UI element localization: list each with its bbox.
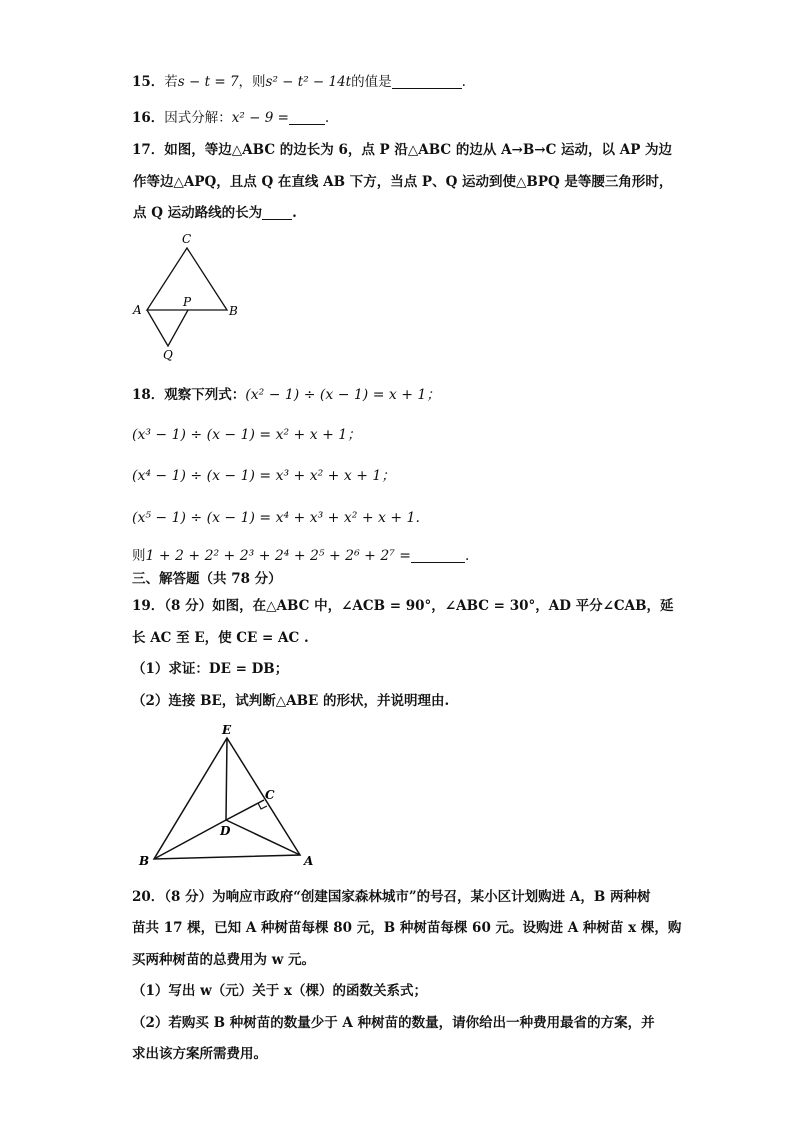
triangle-abe-figure: [132, 722, 322, 872]
question-part: （2）若购买 B 种树苗的数量少于 A 种树苗的数量，请你给出一种费用最省的方案，并: [132, 1015, 655, 1031]
question-18-eq-2: [132, 425, 684, 445]
question-18-eq-4: [132, 508, 684, 528]
label-p: P: [183, 295, 192, 309]
question-number: 16．: [132, 110, 165, 126]
math-expression: x² − 9 =: [231, 110, 289, 126]
question-text: （8 分）为响应市政府“创建国家森林城市”的号召，某小区计划购进 A，B 两种树: [164, 889, 651, 905]
question-text: 则: [132, 548, 146, 564]
answer-blank[interactable]: [392, 74, 462, 89]
section-title: 三、解答题（共 78 分）: [132, 571, 282, 587]
question-text: 苗共 17 棵，已知 A 种树苗每棵 80 元，B 种树苗每棵 60 元。设购进 A 种树苗 x 棵，购: [132, 920, 682, 936]
question-15: [132, 72, 684, 92]
segment-bd: [154, 820, 226, 859]
answer-blank[interactable]: [262, 205, 292, 220]
question-number: 17．: [132, 142, 165, 158]
punctuation: .: [324, 110, 330, 126]
question-19-line-2: [132, 628, 684, 648]
question-20-line-3: [132, 950, 684, 970]
label-d: D: [220, 824, 231, 838]
question-18-eq-3: [132, 466, 684, 486]
label-c: C: [182, 232, 192, 246]
question-17-line-1: [132, 140, 684, 160]
question-19-part-1: [132, 659, 684, 679]
question-text: 长 AC 至 E，使 CE = AC .: [132, 630, 309, 646]
question-20-part-1: [132, 981, 684, 1001]
question-16: [132, 108, 684, 128]
punctuation: .: [465, 548, 470, 564]
question-17-line-3: [133, 203, 684, 223]
math-expression: s² − t² − 14t: [265, 74, 352, 90]
section-heading: [132, 569, 684, 589]
question-number: 15．: [132, 74, 165, 90]
question-text: 观察下列式：: [164, 387, 246, 403]
question-text: ，则: [238, 74, 266, 90]
question-20-line-1: [132, 887, 684, 907]
question-text: （8 分）如图，在△ABC 中，∠ACB = 90°，∠ABC = 30°，AD 平分∠CAB，延: [164, 598, 674, 614]
question-19-part-2: [132, 691, 684, 711]
question-text: 若: [164, 74, 178, 90]
question-17-line-2: [133, 172, 684, 192]
question-text: 因式分解：: [164, 110, 232, 126]
question-number: 18．: [132, 387, 165, 403]
question-text: 买两种树苗的总费用为 w 元。: [132, 952, 316, 968]
triangle-abc-figure: [128, 228, 248, 363]
question-18-intro: [132, 385, 684, 405]
question-number: 19．: [132, 598, 165, 614]
question-text: 的值是: [351, 74, 392, 90]
question-20-part-3: [132, 1044, 684, 1064]
question-part: （2）连接 BE，试判断△ABE 的形状，并说明理由.: [132, 693, 450, 709]
question-text: 点 Q 运动路线的长为: [133, 205, 263, 221]
question-20-line-2: [132, 918, 684, 938]
question-text: 作等边△APQ，且点 Q 在直线 AB 下方，当点 P、Q 运动到使△BPQ 是等腰三角形时，: [133, 174, 673, 190]
math-expression: 1 + 2 + 2² + 2³ + 2⁴ + 2⁵ + 2⁶ + 2⁷ =: [145, 548, 412, 564]
question-19-line-1: [132, 596, 684, 616]
punctuation: .: [292, 205, 297, 221]
question-number: 20．: [132, 889, 165, 905]
question-18-ask: [132, 546, 684, 566]
punctuation: .: [461, 74, 466, 90]
label-b: B: [139, 854, 150, 868]
equation-2: (x³ − 1) ÷ (x − 1) = x² + x + 1；: [132, 427, 362, 443]
label-c: C: [265, 788, 275, 802]
label-q: Q: [163, 348, 173, 362]
equation-3: (x⁴ − 1) ÷ (x − 1) = x³ + x² + x + 1；: [132, 468, 396, 484]
question-part: （1）写出 w（元）关于 x（棵）的函数关系式；: [132, 983, 427, 999]
question-part: 求出该方案所需费用。: [132, 1046, 267, 1062]
label-a: A: [133, 303, 142, 317]
label-e: E: [222, 723, 232, 737]
answer-blank[interactable]: [289, 110, 325, 125]
question-text: 如图，等边△ABC 的边长为 6，点 P 沿△ABC 的边从 A→B→C 运动，以 AP 为边: [164, 142, 673, 158]
equation-1: (x² − 1) ÷ (x − 1) = x + 1；: [245, 387, 441, 403]
equation-4: (x⁵ − 1) ÷ (x − 1) = x⁴ + x³ + x² + x + 1.: [132, 510, 420, 526]
question-part: （1）求证：DE = DB；: [132, 661, 289, 677]
right-angle-mark: [258, 803, 267, 809]
segment-ed: [226, 738, 227, 820]
triangle-apq-sides: [147, 310, 188, 346]
label-b: B: [229, 304, 238, 318]
question-20-part-2: [132, 1013, 684, 1033]
label-a: A: [304, 854, 314, 868]
math-expression: s − t = 7: [177, 74, 239, 90]
answer-blank[interactable]: [411, 548, 465, 563]
